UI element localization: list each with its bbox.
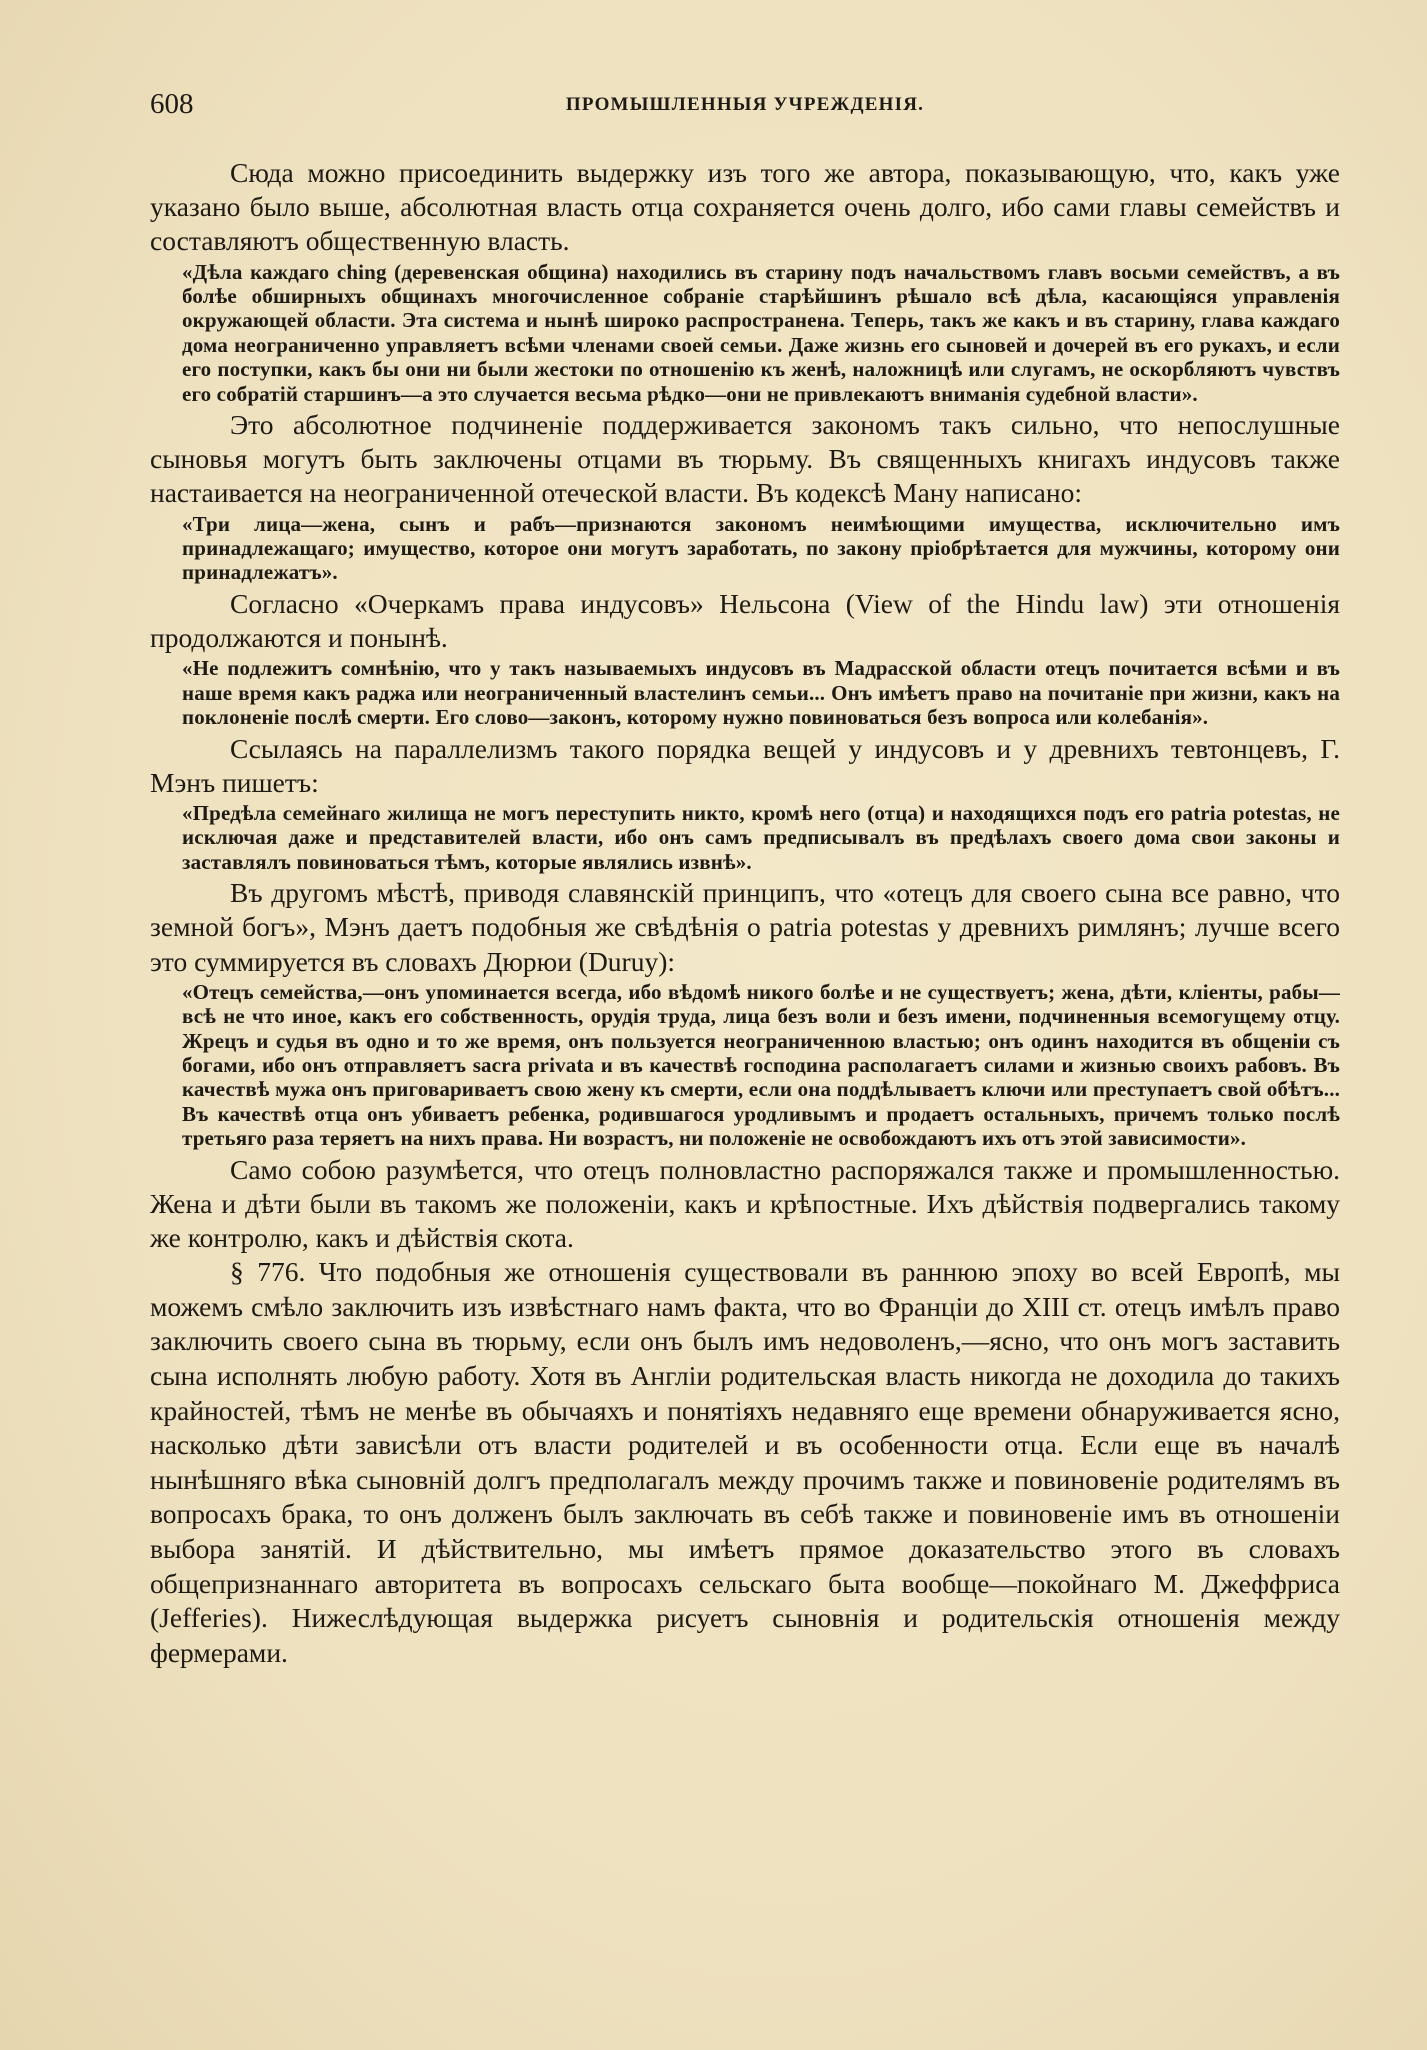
block-quote: «Три лица—жена, сынъ и рабъ—признаются закономъ неимѣющими имущества, исключительно имъ принадлежащаго; имущество, которое они могутъ заработать, по закону пріобрѣтается для мужчины, которому они принадлежатъ».	[182, 511, 1340, 585]
block-quote: «Дѣла каждаго ching (деревенская община) находились въ старину подъ начальствомъ главъ восьми семействъ, а въ болѣе обширныхъ общинахъ многочисленное собраніе старѣйшинъ рѣшало всѣ дѣла, касающіяся управленія окружающей области. Эта система и нынѣ широко распространена. Теперь, такъ же какъ и въ старину, глава каждаго дома неограниченно управляетъ всѣми членами своей семьи. Даже жизнь его сыновей и дочерей въ его рукахъ, и если его поступки, какъ бы они ни были жестоки по отношенію къ женѣ, наложницѣ или слугамъ, не оскорбляютъ чувствъ его собратій старшинъ—а это случается весьма рѣдко—они не привлекаютъ вниманія судебной власти».	[182, 259, 1340, 406]
page-number: 608	[150, 88, 194, 120]
block-quote: «Предѣла семейнаго жилища не могъ переступить никто, кромѣ него (отца) и находящихся подъ его patria potestas, не исключая даже и представителей власти, ибо онъ самъ предписывалъ въ предѣлахъ своего дома свои законы и заставлялъ повиноваться тѣмъ, которые являлись извнѣ».	[182, 800, 1340, 874]
paragraph: Само собою разумѣется, что отецъ полновластно распоряжался также и промышленностью. Жена и дѣти были въ такомъ же положеніи, какъ и крѣпостные. Ихъ дѣйствія подвергались такому же контролю, какъ и дѣйствія скота.	[150, 1153, 1340, 1253]
main-text	[150, 156, 1340, 1670]
page-header	[150, 86, 1340, 122]
paragraph: Ссылаясь на параллелизмъ такого порядка вещей у индусовъ и у древнихъ тевтонцевъ, Г. Мэнъ пишетъ:	[150, 732, 1340, 798]
running-title: ПРОМЫШЛЕННЫЯ УЧРЕЖДЕНІЯ.	[565, 94, 925, 115]
paragraph: Въ другомъ мѣстѣ, приводя славянскій принципъ, что «отецъ для своего сына все равно, что земной богъ», Мэнъ даетъ подобныя же свѣдѣнія о patria potestas у древнихъ римлянъ; лучше всего это суммируется въ словахъ Дюрюи (Duruy):	[150, 877, 1340, 977]
section-paragraph: § 776. Что подобныя же отношенія существовали въ раннюю эпоху во всей Европѣ, мы можемъ смѣло заключить изъ извѣстнаго намъ факта, что во Франціи до XIII ст. отецъ имѣлъ право заключить своего сына въ тюрьму, если онъ былъ имъ недоволенъ,—ясно, что онъ могъ заставить сына исполнять любую работу. Хотя въ Англіи родительская власть никогда не доходила до такихъ крайностей, тѣмъ не менѣе въ обычаяхъ и понятіяхъ недавняго еще времени обнаруживается ясно, насколько дѣти зависѣли отъ власти родителей и въ особенности отца. Если еще въ началѣ нынѣшняго вѣка сыновній долгъ предполагалъ между прочимъ также и повиновеніе родителямъ въ вопросахъ брака, то онъ долженъ былъ заключать въ себѣ также и повиновеніе имъ въ отношеніи выбора занятій. И дѣйствительно, мы имѣетъ прямое доказательство этого въ словахъ общепризнаннаго авторитета въ вопросахъ сельскаго быта вообще—покойнаго М. Джеффриса (Jefferies). Нижеслѣдующая выдержка рисуетъ сыновнія и родительскія отношенія между фермерами.	[150, 1256, 1340, 1668]
block-quote: «Отецъ семейства,—онъ упоминается всегда, ибо вѣдомѣ никого болѣе и не существуетъ; жена, дѣти, кліенты, рабы—всѣ не что иное, какъ его собственность, орудія труда, лица безъ воли и безъ имени, подчиненныя всемогущему отцу. Жрецъ и судья въ одно и то же время, онъ пользуется неограниченною властью; онъ одинъ находится въ общеніи съ богами, ибо онъ отправляетъ sacra privata и въ качествѣ господина располагаетъ силами и жизнью своихъ рабовъ. Въ качествѣ мужа онъ приговариваетъ свою жену къ смерти, если она поддѣлываетъ ключи или преступаетъ свой обѣтъ... Въ качествѣ отца онъ убиваетъ ребенка, родившагося уродливымъ и продаетъ остальныхъ, причемъ только послѣ третьяго раза теряетъ на нихъ права. Ни возрастъ, ни положеніе не освобождаютъ ихъ отъ этой зависимости».	[182, 979, 1340, 1151]
paragraph: Сюда можно присоединить выдержку изъ того же автора, показывающую, что, какъ уже указано было выше, абсолютная власть отца сохраняется очень долго, ибо сами главы семействъ и составляютъ общественную власть.	[150, 157, 1340, 257]
block-quote: «Не подлежитъ сомнѣнію, что у такъ называемыхъ индусовъ въ Мадрасской области отецъ почитается всѣми и въ наше время какъ раджа или неограниченный властелинъ семьи... Онъ имѣетъ право на почитаніе при жизни, какъ на поклоненіе послѣ смерти. Его слово—законъ, которому нужно повиноваться безъ вопроса или колебанія».	[182, 656, 1340, 730]
paragraph: Это абсолютное подчиненіе поддерживается закономъ такъ сильно, что непослушные сыновья могутъ быть заключены отцами въ тюрьму. Въ священныхъ книгахъ индусовъ также настаивается на неограниченной отеческой власти. Въ кодексѣ Ману написано:	[150, 409, 1340, 509]
paragraph: Согласно «Очеркамъ права индусовъ» Нельсона (View of the Hindu law) эти отношенія продолжаются и понынѣ.	[150, 587, 1340, 654]
